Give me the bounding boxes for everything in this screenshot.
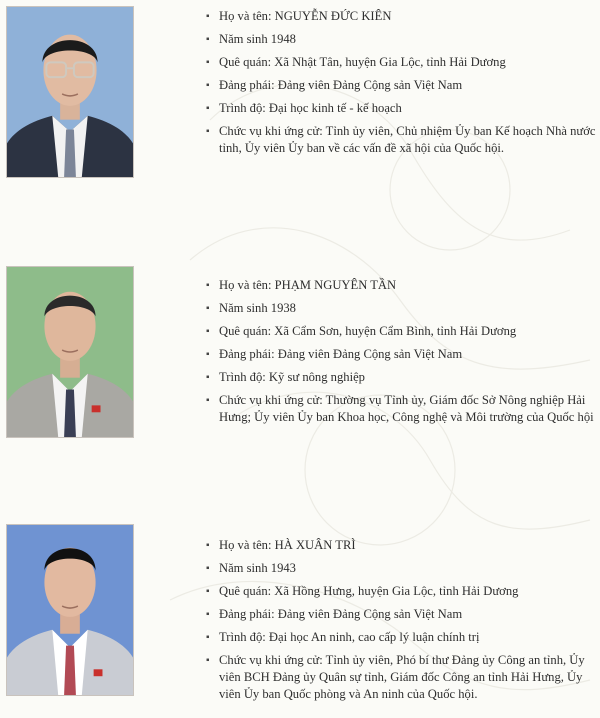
delegate-education: ▪ Trình độ: Đại học An ninh, cao cấp lý luận chính trị xyxy=(206,629,598,646)
delegate-position: ▪ Chức vụ khi ứng cử: Thường vụ Tỉnh ủy, Giám đốc Sở Nông nghiệp Hải Hưng; Ủy viên Ủy ban Khoa học, Công nghệ và Môi trường của Quốc hội xyxy=(206,392,598,426)
delegate-info-1 xyxy=(206,8,598,163)
portrait-icon xyxy=(7,267,133,437)
delegate-birth-year: ▪ Năm sinh 1943 xyxy=(206,560,598,577)
delegate-education: ▪ Trình độ: Đại học kinh tế - kế hoạch xyxy=(206,100,598,117)
delegate-hometown: ▪ Quê quán: Xã Cẩm Sơn, huyện Cẩm Bình, tỉnh Hải Dương xyxy=(206,323,598,340)
delegate-position: ▪ Chức vụ khi ứng cử: Tỉnh ủy viên, Phó bí thư Đảng ủy Công an tỉnh, Ủy viên BCH Đảng ủy Quân sự tỉnh, Giám đốc Công an tỉnh Hải Hưng, Ủy viên Ủy ban Quốc phòng và An ninh của Quốc hội. xyxy=(206,652,598,703)
delegate-photo-1 xyxy=(6,6,134,178)
delegate-party: ▪ Đảng phái: Đảng viên Đảng Cộng sản Việt Nam xyxy=(206,606,598,623)
delegate-name: ▪ Họ và tên: HÀ XUÂN TRÌ xyxy=(206,537,598,554)
delegate-info-3 xyxy=(206,537,598,709)
delegate-name: ▪ Họ và tên: PHẠM NGUYÊN TẦN xyxy=(206,277,598,294)
delegate-info-2 xyxy=(206,277,598,432)
delegate-birth-year: ▪ Năm sinh 1938 xyxy=(206,300,598,317)
delegate-education: ▪ Trình độ: Kỹ sư nông nghiệp xyxy=(206,369,598,386)
delegate-photo-3 xyxy=(6,524,134,696)
delegate-position: ▪ Chức vụ khi ứng cử: Tỉnh ủy viên, Chủ nhiệm Ủy ban Kế hoạch Nhà nước tỉnh, Ủy viên Ủy ban về các vấn đề xã hội của Quốc hội. xyxy=(206,123,598,157)
delegate-name: ▪ Họ và tên: NGUYỄN ĐỨC KIÊN xyxy=(206,8,598,25)
portrait-icon xyxy=(7,525,133,695)
delegate-photo-2 xyxy=(6,266,134,438)
delegate-party: ▪ Đảng phái: Đảng viên Đảng Cộng sản Việt Nam xyxy=(206,346,598,363)
delegate-birth-year: ▪ Năm sinh 1948 xyxy=(206,31,598,48)
delegate-hometown: ▪ Quê quán: Xã Nhật Tân, huyện Gia Lộc, tỉnh Hải Dương xyxy=(206,54,598,71)
portrait-icon xyxy=(7,7,133,177)
delegate-hometown: ▪ Quê quán: Xã Hồng Hưng, huyện Gia Lộc, tỉnh Hải Dương xyxy=(206,583,598,600)
delegate-party: ▪ Đảng phái: Đảng viên Đảng Cộng sản Việt Nam xyxy=(206,77,598,94)
